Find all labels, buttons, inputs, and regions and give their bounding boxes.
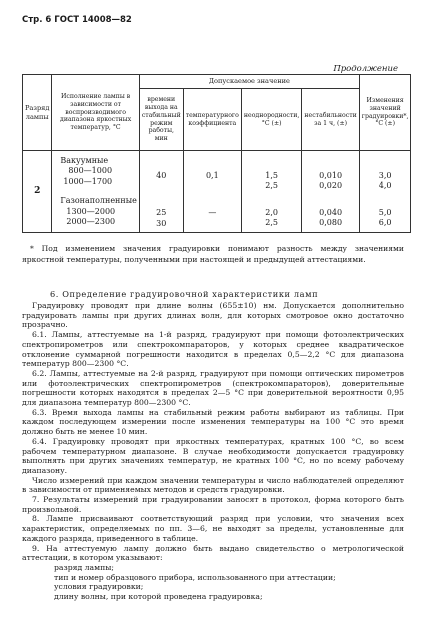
cell-design xyxy=(52,151,139,233)
list-item: длину волны, при которой проведена градуировка; xyxy=(54,592,263,602)
cell-nonuniformity xyxy=(241,151,302,233)
col-header-nonuniformity: неоднородности, °С (±) xyxy=(241,89,302,151)
col-header-permissible: Допускаемое значение xyxy=(139,75,359,89)
value: 0,020 xyxy=(319,181,343,191)
paragraph: 6.1. Лампы, аттестуемые на 1-й разряд, градуируют при помощи фотоэлектрических спектропирометров или спектрокомпараторов, у которых среднее квадратическое отклонение суммарной погрешности находится в пределах 0,5—2,2 °С для диапазона температур 800—2300 °С. xyxy=(22,330,404,369)
group-gas-range: 2000—2300 xyxy=(66,216,116,226)
value: 1,5 xyxy=(265,171,279,180)
cell-grade: 2 xyxy=(23,151,52,233)
list-item: разряд лампы; xyxy=(54,562,114,572)
value: 2,5 xyxy=(265,218,279,228)
group-vacuum-name: Вакуумные xyxy=(60,156,109,165)
value: 5,0 xyxy=(378,207,392,217)
value: 0,1 xyxy=(205,171,219,180)
paragraph: Градуировку проводят при длине волны (655±10) нм. Допускается дополнительно градуировать лампы при других длинах волн, для которых смотровое окно достаточно прозрачно. xyxy=(22,301,404,330)
value: 0,010 xyxy=(319,171,343,180)
value: 2,0 xyxy=(265,207,279,217)
paragraph: 6.2. Лампы, аттестуемые на 2-й разряд, градуируют при помощи оптических пирометров или фотоэлектрических спектропирометров (спектрокомпараторов), доверительные погрешности которых находятся в пределах 2—5 °С при доверительной вероятности 0,95 для диапазона температур 800—2300 °С. xyxy=(22,368,404,408)
cell-time xyxy=(139,151,183,233)
table-footnote: * Под изменением значения градуировки понимают разность между значениями яркостной температуры, полученными при настоящей и предыдущей аттестациями. xyxy=(22,244,404,264)
col-header-calibration: Изменения значений градуировки*, °С (±) xyxy=(359,75,411,151)
col-header-design: Исполнение лампы в зависимости от воспроизводимого диапазона яркостных температур, °С xyxy=(52,75,139,151)
value: 0,080 xyxy=(319,218,343,228)
value: 25 xyxy=(156,208,167,218)
paragraph: 6.4. Градуировку проводят при яркостных температурах, кратных 100 °С, во всем рабочем температурном диапазоне. В случае необходимости допускается градуировку выполнять при других значениях температур, не кратных 100 °С, но по всему рабочему диапазону. xyxy=(22,436,404,475)
list-item: тип и номер образцового прибора, использованного при аттестации; xyxy=(54,572,336,582)
list-item: условия градуировки; xyxy=(54,582,144,592)
value: 40 xyxy=(156,171,167,180)
value: 4,0 xyxy=(378,181,392,191)
cell-temp-coef xyxy=(183,151,241,233)
value: 6,0 xyxy=(378,218,392,228)
paragraph: 6.3. Время выхода лампы на стабильный режим работы выбирают из таблицы. При каждом последующем измерении после изменения температуры на 100 °С это время должно быть не менее 10 мин. xyxy=(22,407,404,437)
value: — xyxy=(208,208,217,218)
paragraph: 9. На аттестуемую лампу должно быть выдано свидетельство о метрологической аттестации, в котором указывают: xyxy=(22,543,404,563)
group-vacuum-range: 1000—1700 xyxy=(63,176,113,186)
group-gas-range: 1300—2000 xyxy=(66,206,116,216)
body-text xyxy=(22,301,404,602)
value: 2,5 xyxy=(265,181,279,191)
group-gas-name: Газонаполненные xyxy=(60,196,137,206)
paragraph: Число измерений при каждом значении температуры и число наблюдателей определяют в зависимости от применяемых методов и средств градуировки. xyxy=(22,475,404,495)
col-header-temp-coef: температурного коэффициента xyxy=(183,89,241,151)
page-header: Стр. 6 ГОСТ 14008—82 xyxy=(22,15,132,25)
group-vacuum-range: 800—1000 xyxy=(68,166,113,176)
col-header-grade: Разряд лампы xyxy=(23,75,52,151)
paragraph: 7. Результаты измерений при градуировании заносят в протокол, форма которого быть произвольной. xyxy=(22,495,404,514)
characteristics-table xyxy=(22,74,411,233)
col-header-time: времени выхода на стабильный режим работы, мин xyxy=(139,89,183,151)
section-title: 6. Определение градуировочной характеристики ламп xyxy=(50,289,319,299)
cell-calibration xyxy=(359,151,411,233)
value: 30 xyxy=(156,218,167,228)
continuation-label: Продолжение xyxy=(333,64,398,74)
col-header-instability: нестабильности за 1 ч, (±) xyxy=(302,89,359,151)
value: 0,040 xyxy=(319,207,343,217)
paragraph: 8. Лампе присваивают соответствующий разряд при условии, что значения всех характеристик, определяемых по пп. 3—6, не выходят за пределы, установленные для каждого разряда, приведенного в таблице. xyxy=(22,514,404,543)
cell-instability xyxy=(302,151,359,233)
value: 3,0 xyxy=(378,171,392,180)
